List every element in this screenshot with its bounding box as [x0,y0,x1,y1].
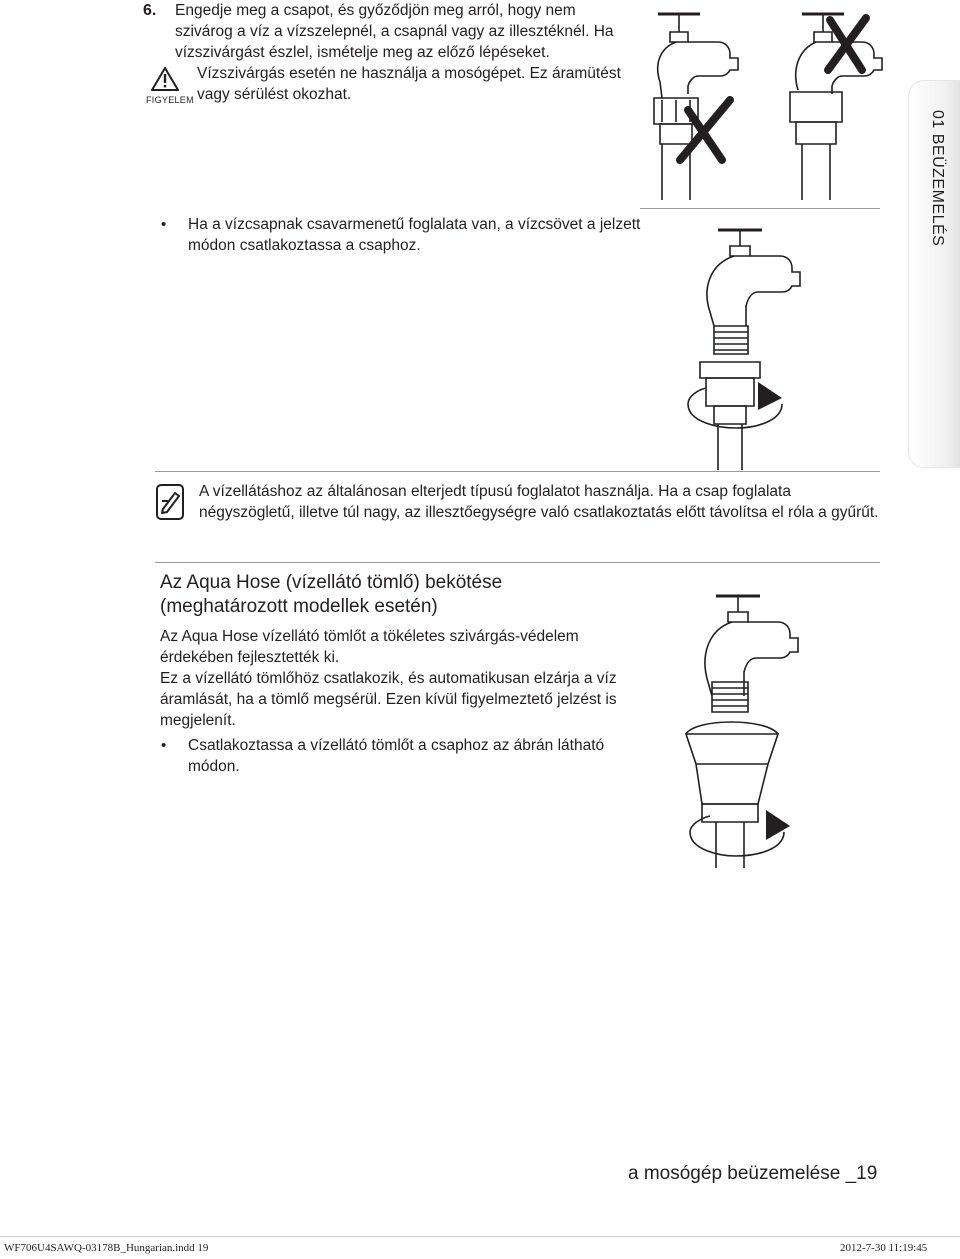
divider-line [155,471,880,472]
step-6-text: Engedje meg a csapot, és győződjön meg arról, hogy nem szivárog a víz a vízszelepnél, a csapnál vagy az illesztéknél. Ha vízszivárgást észlel, ismételje meg az előző lépéseket. [175,2,614,61]
divider-line [640,208,880,209]
divider-line [155,562,880,563]
faucet-incorrect-illustration [640,0,890,200]
step-number: 6. [143,2,157,19]
bullet-icon: • [161,216,167,233]
aqua-hose-connection-illustration [660,578,860,868]
section-paragraph-2: Ez a vízellátó tömlőhöz csatlakozik, és automatikusan elzárja a víz áramlását, ha a tömlő megsérül. Ezen kívül figyelmeztető jelzést is megjelenít. [160,670,617,729]
warning-label: FIGYELEM [146,95,194,105]
bullet-icon: • [161,737,167,754]
bullet-text: Ha a vízcsapnak csavarmenetű foglalata van, a vízcsövet a jelzett módon csatlakoztassa a csaphoz. [188,216,641,254]
bullet-text: Csatlakoztassa a vízellátó tömlőt a csaphoz az ábrán látható módon. [188,737,605,775]
page-number-label: a mosógép beüzemelése _19 [628,1163,878,1184]
note-pencil-icon [155,483,185,521]
section-paragraph-1: Az Aqua Hose vízellátó tömlőt a tökéletes szivárgás-védelem érdekében fejlesztették ki. [160,628,579,666]
footer-rule [0,1236,960,1237]
section-title: Az Aqua Hose (vízellátó tömlő) bekötése (meghatározott modellek esetén) [160,572,503,617]
warning-text: Vízszivárgás esetén ne használja a mosógépet. Ez áramütést vagy sérülést okozhat. [197,65,621,103]
footer-timestamp: 2012-7-30 11:19:45 [840,1242,928,1254]
footer-file-name: WF706U4SAWQ-03178B_Hungarian.indd 19 [4,1242,209,1254]
faucet-threaded-connection-illustration [660,212,860,470]
note-text: A vízellátáshoz az általánosan elterjedt típusú foglalatot használja. Ha a csap foglalata négyszögletű, illetve túl nagy, az illesztőegységre való csatlakoztatás előtt távolítsa el róla a gyűrűt. [199,483,879,521]
section-side-tab-label: 01 BEÜZEMELÉS [929,110,946,247]
